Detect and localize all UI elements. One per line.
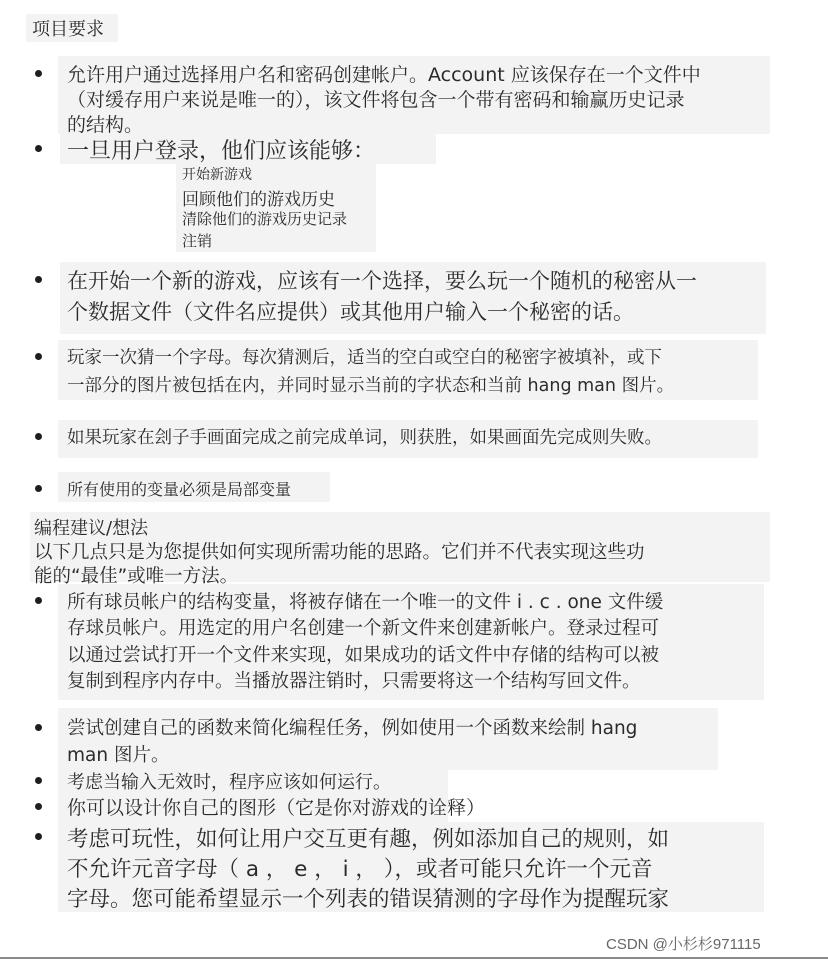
sub-item: 注销 (182, 232, 213, 250)
list-item: 如果玩家在刽子手画面完成之前完成单词，则获胜，如果画面先完成则失败。 (67, 428, 662, 448)
sub-item: 开始新游戏 (182, 167, 252, 183)
bullet-icon (35, 724, 42, 731)
bullet-icon (35, 70, 42, 77)
bullet-icon (35, 485, 42, 492)
bullet-icon (35, 597, 42, 604)
list-item-lead: 一旦用户登录，他们应该能够： (67, 139, 376, 164)
bullet-icon (35, 833, 42, 840)
section-title: 编程建议/想法 (34, 518, 149, 539)
watermark: CSDN @小杉杉971115 (606, 936, 761, 953)
intro-text: 能的“最佳”或唯一方法。 (34, 566, 239, 587)
bullet-icon (35, 353, 42, 360)
bottom-border (0, 957, 828, 959)
list-item: 所有使用的变量必须是局部变量 (67, 480, 292, 499)
bullet-icon (35, 276, 42, 283)
bullet-icon (35, 803, 42, 810)
intro-text: 以下几点只是为您提供如何实现所需功能的思路。它们并不代表实现这些功 (34, 542, 645, 563)
list-item: 考虑当输入无效时，程序应该如何运行。 (67, 772, 391, 793)
sub-item: 清除他们的游戏历史记录 (182, 210, 348, 228)
bullet-icon (35, 433, 42, 440)
bullet-icon (35, 777, 42, 784)
list-item: 你可以设计你自己的图形（它是你对游戏的诠释） (67, 797, 486, 819)
sub-item: 回顾他们的游戏历史 (182, 190, 335, 210)
bullet-icon (35, 145, 42, 152)
section-title: 项目要求 (32, 19, 104, 40)
